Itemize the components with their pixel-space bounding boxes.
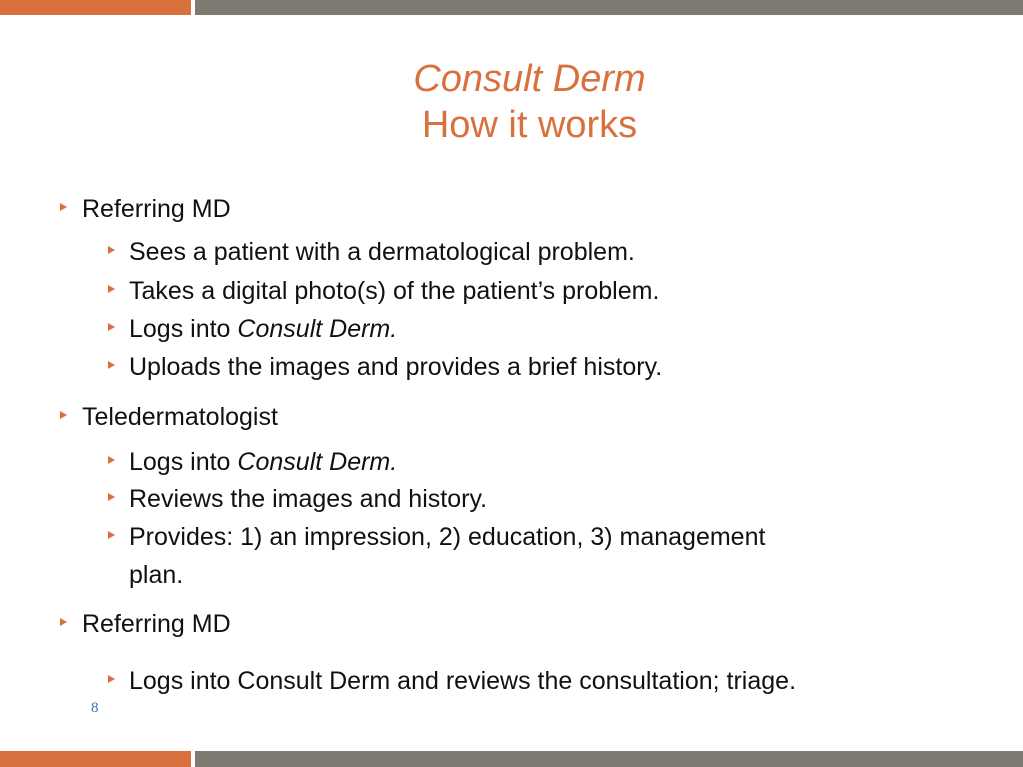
- bullet-label: Teledermatologist: [82, 403, 278, 431]
- bullet-arrow-icon: [60, 203, 67, 211]
- bullet-referring-md-1: [82, 190, 231, 228]
- top-bar-accent-segment: [0, 0, 191, 15]
- sub-bullet: [129, 662, 796, 700]
- bullet-arrow-icon: [108, 675, 115, 683]
- sub-bullet-text: plan.: [129, 561, 184, 589]
- sub-bullet: [129, 480, 487, 518]
- bottom-bar-gray-segment: [195, 751, 1023, 767]
- bullet-arrow-icon: [108, 531, 115, 539]
- bullet-arrow-icon: [108, 323, 115, 331]
- product-name-emphasis: Consult Derm.: [237, 315, 398, 343]
- sub-bullet-continuation: [129, 556, 183, 594]
- bullet-arrow-icon: [108, 493, 115, 501]
- bullet-arrow-icon: [60, 411, 67, 419]
- sub-bullet: [129, 348, 662, 386]
- product-name-emphasis: Consult Derm.: [237, 448, 398, 476]
- sub-bullet-text: Logs into Consult Derm and reviews the consultation; triage.: [129, 667, 797, 695]
- sub-bullet: [129, 518, 765, 556]
- slide-subtitle: How it works: [421, 104, 638, 146]
- bullet-arrow-icon: [108, 285, 115, 293]
- sub-bullet: [129, 310, 397, 348]
- bullet-teledermatologist: [82, 398, 278, 436]
- bullet-arrow-icon: [108, 456, 115, 464]
- sub-bullet-text: Takes a digital photo(s) of the patient’s problem.: [129, 277, 660, 305]
- sub-bullet: [129, 443, 397, 481]
- bullet-arrow-icon: [108, 246, 115, 254]
- bottom-decorative-bar: [0, 751, 1023, 767]
- bullet-arrow-icon: [60, 618, 67, 626]
- sub-bullet-text-prefix: Logs into: [129, 448, 238, 476]
- sub-bullet: [129, 233, 635, 271]
- sub-bullet-text: Uploads the images and provides a brief history.: [129, 353, 663, 381]
- sub-bullet-text-prefix: Logs into: [129, 315, 238, 343]
- slide-title: [0, 56, 1023, 148]
- top-decorative-bar: [0, 0, 1023, 15]
- bullet-label: Referring MD: [82, 610, 231, 638]
- slide-title-italic: Consult Derm: [413, 58, 646, 100]
- bullet-referring-md-2: [82, 605, 231, 643]
- top-bar-gray-segment: [195, 0, 1023, 15]
- bottom-bar-accent-segment: [0, 751, 191, 767]
- bullet-arrow-icon: [108, 361, 115, 369]
- sub-bullet-text: Reviews the images and history.: [129, 485, 488, 513]
- sub-bullet-text: Provides: 1) an impression, 2) education, 3) management: [129, 523, 766, 551]
- sub-bullet-text: Sees a patient with a dermatological problem.: [129, 238, 635, 266]
- bullet-label: Referring MD: [82, 195, 231, 223]
- sub-bullet: [129, 272, 659, 310]
- page-number: 8: [91, 700, 99, 716]
